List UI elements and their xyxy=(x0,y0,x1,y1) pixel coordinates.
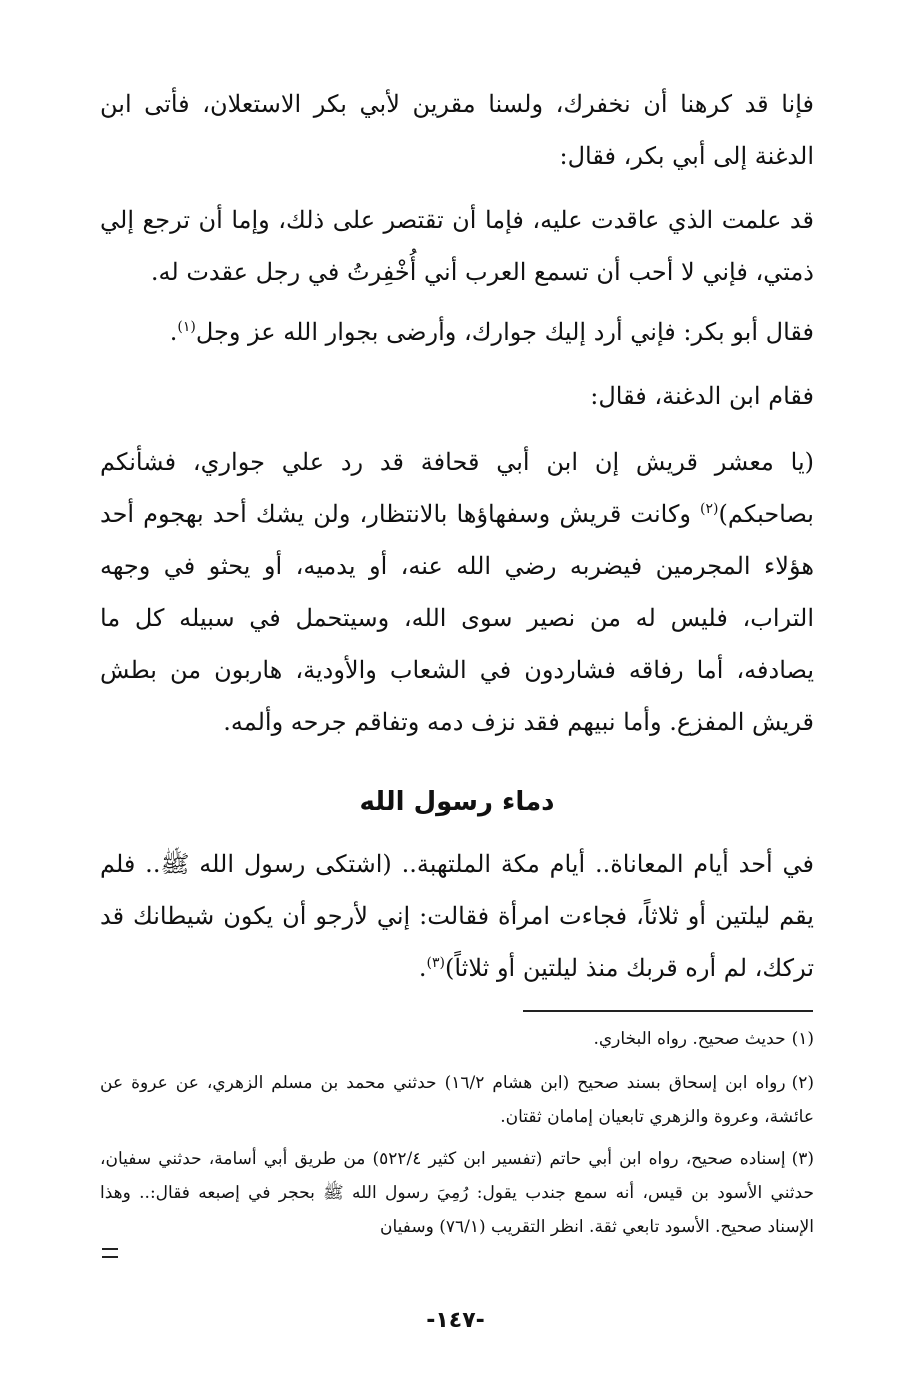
footnote-3-text: إسناده صحيح، رواه ابن أبي حاتم (تفسير ابن كثير ٥٢٢/٤) من طريق أبي أسامة، حدثني سفيان، حدثني الأسود بن قيس، أنه سمع جندب يقول: رُمِيَ رسول الله ﷺ بحجر في إصبعه فقال:.. وهذا الإسناد صحيح. الأسود تابعي ثقة. انظر التقريب (٧٦/١) وسفيان xyxy=(100,1149,814,1237)
footnote-ref-3: (٣) xyxy=(426,955,445,971)
paragraph-4-text: فقام ابن الدغنة، فقال: xyxy=(590,382,814,410)
paragraph-3-text: فقال أبو بكر: فإني أرد إليك جوارك، وأرضى بجوار الله عز وجل xyxy=(195,318,814,346)
paragraph-3-period: . xyxy=(169,318,178,346)
footnote-2-text: رواه ابن إسحاق بسند صحيح (ابن هشام ١٦/٢) حدثني محمد بن مسلم الزهري، عن عروة عن عائشة، وعروة والزهري تابعيان إمامان ثقتان. xyxy=(100,1073,814,1127)
paragraph-5 xyxy=(100,436,814,748)
footnote-2 xyxy=(100,1066,814,1134)
section-paragraph xyxy=(100,838,814,994)
footnote-1-number: (١) xyxy=(791,1029,814,1049)
paragraph-5-quote: (يا معشر قريش إن ابن أبي قحافة قد رد علي جواري، فشأنكم بصاحبكم) xyxy=(100,448,814,528)
footnote-divider xyxy=(523,1010,813,1012)
footnote-3-number: (٣) xyxy=(791,1149,814,1169)
paragraph-1-text: فإنا قد كرهنا أن نخفرك، ولسنا مقرين لأبي بكر الاستعلان، فأتى ابن الدغنة إلى أبي بكر، فقال: xyxy=(100,90,814,170)
footnote-ref-1: (١) xyxy=(177,319,196,335)
paragraph-2-text: قد علمت الذي عاقدت عليه، فإما أن تقتصر على ذلك، وإما أن ترجع إلي ذمتي، فإني لا أحب أن تسمع العرب أني أُخْفِرتُ في رجل عقدت له. xyxy=(100,206,814,286)
section-paragraph-period: . xyxy=(418,954,427,982)
paragraph-1 xyxy=(100,78,814,182)
page-number: -١٤٧- xyxy=(426,1308,485,1333)
footnote-2-number: (٢) xyxy=(791,1073,814,1093)
paragraph-3 xyxy=(100,306,814,358)
paragraph-5-text: وكانت قريش وسفهاؤها بالانتظار، ولن يشك أحد بهجوم أحد هؤلاء المجرمين فيضربه رضي الله عنه، أو يدميه، أو يحثو في وجهه التراب، فليس له من نصير سوى الله، وسيتحمل في سبيله كل ما يصادفه، أما رفاقه فشاردون في الشعاب والأودية، هاربون من بطش قريش المفزع. وأما نبيهم فقد نزف دمه وتفاقم جرحه وألمه. xyxy=(100,500,814,736)
section-heading: دماء رسول الله xyxy=(359,787,555,817)
footnote-1 xyxy=(100,1022,814,1056)
section-paragraph-text: في أحد أيام المعاناة.. أيام مكة الملتهبة.. (اشتكى رسول الله ﷺ.. فلم يقم ليلتين أو ثلاثاً، فجاءت امرأة فقالت: إني لأرجو أن يكون شيطانك قد تركك، لم أره قربك منذ ليلتين أو ثلاثاً) xyxy=(100,850,814,982)
footnote-1-text: حديث صحيح. رواه البخاري. xyxy=(593,1029,786,1049)
footnote-ref-2: (٢) xyxy=(700,501,719,517)
paragraph-2 xyxy=(100,194,814,298)
paragraph-4 xyxy=(100,370,814,422)
footnote-continuation-mark xyxy=(102,1248,118,1258)
footnote-3 xyxy=(100,1142,814,1244)
